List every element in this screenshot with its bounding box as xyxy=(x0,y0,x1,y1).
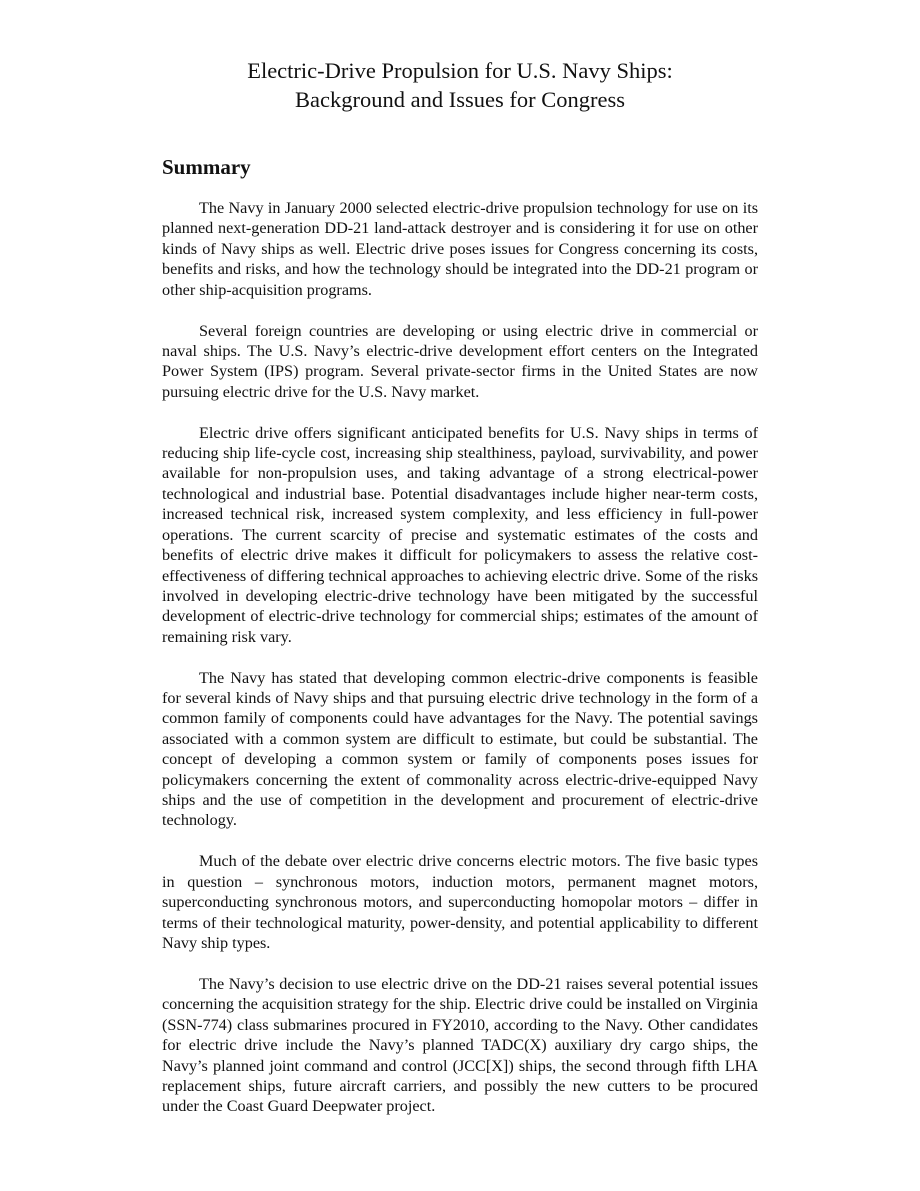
paragraph-1: The Navy in January 2000 selected electric-drive propulsion technology for use on its planned next-generation DD-21 land-attack destroyer and is considering it for use on other kinds of Navy ships as well. Electric drive poses issues for Congress concerning its costs, benefits and risks, and how the technology should be integrated into the DD-21 program or other ship-acquisition programs. xyxy=(162,199,758,299)
paragraph-2: Several foreign countries are developing or using electric drive in commercial or naval ships. The U.S. Navy’s electric-drive development effort centers on the Integrated Power System (IPS) program. Several private-sector firms in the United States are now pursuing electric drive for the U.S. Navy market. xyxy=(162,321,758,401)
summary-heading: Summary xyxy=(162,155,251,179)
paragraph-5: Much of the debate over electric drive concerns electric motors. The five basic types in question – synchronous motors, induction motors, permanent magnet motors, superconducting synchronous motors, and superconducting homopolar motors – differ in terms of their technological maturity, power-density, and potential applicability to different Navy ship types. xyxy=(162,852,758,952)
title-line-2: Background and Issues for Congress xyxy=(295,87,625,112)
paragraph-3: Electric drive offers significant anticipated benefits for U.S. Navy ships in terms of reducing ship life-cycle cost, increasing ship stealthiness, payload, survivability, and power available for non-propulsion uses, and taking advantage of a strong electrical-power technological and industrial base. Potential disadvantages include higher near-term costs, increased technical risk, increased system complexity, and less efficiency in full-power operations. The current scarcity of precise and systematic estimates of the costs and benefits of electric drive makes it difficult for policymakers to assess the relative cost-effectiveness of differing technical approaches to achieving electric drive. Some of the risks involved in developing electric-drive technology have been mitigated by the successful development of electric-drive technology for commercial ships; estimates of the amount of remaining risk vary. xyxy=(162,423,758,646)
paragraph-4: The Navy has stated that developing common electric-drive components is feasible for several kinds of Navy ships and that pursuing electric drive technology in the form of a common family of components could have advantages for the Navy. The potential savings associated with a common system are difficult to estimate, but could be substantial. The concept of developing a common system or family of components poses issues for policymakers concerning the extent of commonality across electric-drive-equipped Navy ships and the use of competition in the development and procurement of electric-drive technology. xyxy=(162,668,758,830)
document-page xyxy=(162,56,758,1117)
summary-body xyxy=(162,198,758,1117)
paragraph-6: The Navy’s decision to use electric drive on the DD-21 raises several potential issues concerning the acquisition strategy for the ship. Electric drive could be installed on Virginia (SSN-774) class submarines procured in FY2010, according to the Navy. Other candidates for electric drive include the Navy’s planned TADC(X) auxiliary dry cargo ships, the Navy’s planned joint command and control (JCC[X]) ships, the second through fifth LHA replacement ships, future aircraft carriers, and possibly the new cutters to be procured under the Coast Guard Deepwater project. xyxy=(162,974,758,1116)
document-title xyxy=(162,56,758,114)
title-line-1: Electric-Drive Propulsion for U.S. Navy Ships: xyxy=(247,58,673,83)
